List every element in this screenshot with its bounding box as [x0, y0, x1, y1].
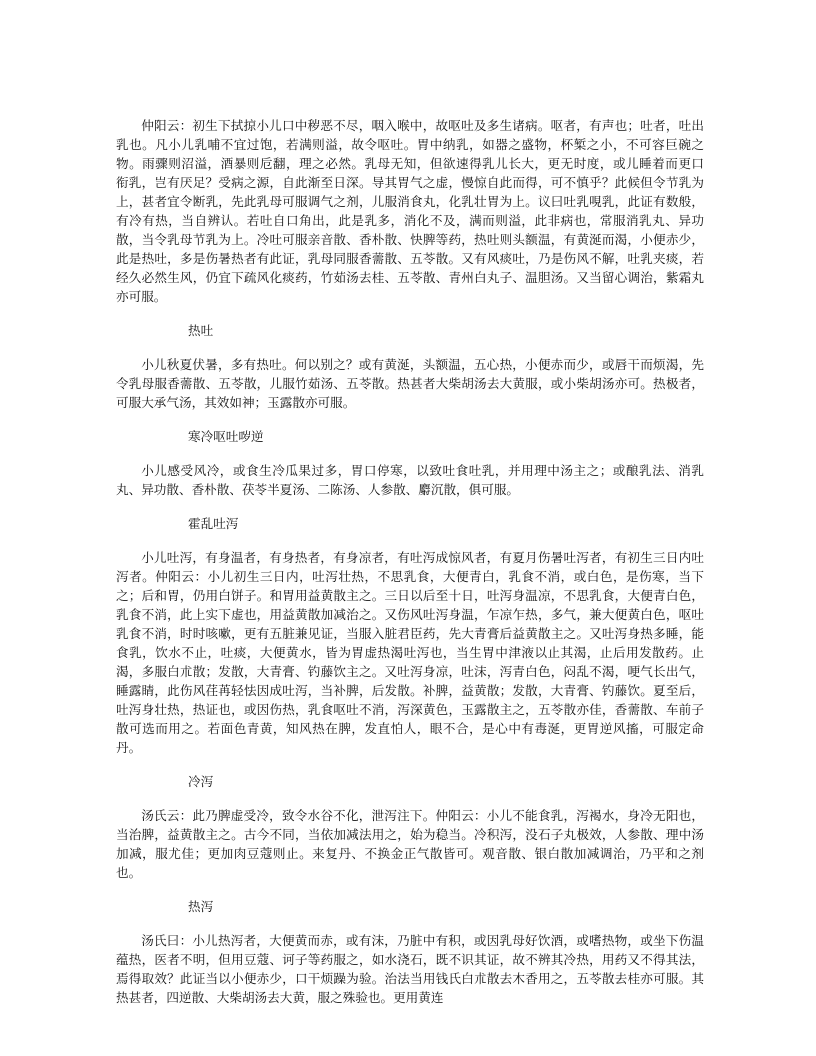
document-page	[116, 116, 717, 1022]
paragraph-cold-diarrhea: 汤氏云：此乃脾虚受冷，致令水谷不化，泄泻注下。仲阳云：小儿不能食乳，泻褐水，身冷无阳也，当治脾，益黄散主之。古今不同，当依加减法用之，始为稳当。冷积泻，没石子丸极效，人参散、理中汤加减，服尤佳；更加肉豆蔻则止。来复丹、不换金正气散皆可。观音散、银白散加减调治，乃平和之剂也。	[116, 808, 704, 880]
section-heading-cold-vomit: 寒冷呕吐哕逆	[188, 429, 264, 444]
paragraph-cold-vomit: 小儿感受风冷，或食生冷瓜果过多，胃口停寒，以致吐食吐乳，并用理中汤主之；或酿乳法、消乳丸、异功散、香朴散、茯苓半夏汤、二陈汤、人参散、麝沉散，俱可服。	[116, 463, 704, 497]
paragraph-cholera: 小儿吐泻，有身温者，有身热者，有身凉者，有吐泻成惊风者，有夏月伤暑吐泻者，有初生三日内吐泻者。仲阳云：小儿初生三日内，吐泻壮热，不思乳食，大便青白，乳食不消，或白色，是伤寒，当下之；后和胃，仍用白饼子。和胃用益黄散主之。三日以后至十日，吐泻身温凉，不思乳食，大便青白色，乳食不消，此上实下虚也，用益黄散加减治之。又伤风吐泻身温，乍凉乍热，多气，兼大便黄白色，呕吐乳食不消，时时咳嗽，更有五脏兼见证，当服入脏君臣药，先大青膏后益黄散主之。又吐泻身热多睡，能食乳，饮水不止，吐痰，大便黄水，皆为胃虚热渴吐泻也，当生胃中津液以止其渴，止后用发散药。止渴，多服白朮散；发散，大青膏、钓藤饮主之。又吐泻身凉，吐沫，泻青白色，闷乱不渴，哽气长出气，睡露睛，此伤风荏苒轻怯因成吐泻，当补脾，后发散。补脾，益黄散；发散，大青膏、钓藤饮。夏至后，吐泻身壮热，热证也，或因伤热，乳食呕吐不消，泻深黄色，玉露散主之，五苓散亦佳，香薷散、车前子散可选而用之。若面色青黄，知风热在脾，发直怕人，眼不合，是心中有毒涎，更胃逆风搐，可服定命丹。	[116, 550, 704, 755]
paragraph-hot-diarrhea: 汤氏曰：小儿热泻者，大便黄而赤，或有沫，乃脏中有积，或因乳母好饮酒，或嗜热物，或坐下伤温蕴热，医者不明，但用豆蔻、诃子等药服之，如水浇石，既不识其证，故不辨其冷热，用药又不得其法，焉得取效？此证当以小便赤少，口干烦躁为验。治法当用钱氏白朮散去木香用之，五苓散去桂亦可服。其热甚者，四逆散、大柴胡汤去大黄，服之殊验也。更用黄连	[116, 933, 704, 1005]
paragraph-hot-vomit: 小儿秋夏伏暑，多有热吐。何以别之？或有黄涎，头额温，五心热，小便赤而少，或唇干而烦渴，先令乳母服香薷散、五苓散，儿服竹茹汤、五苓散。热甚者大柴胡汤去大黄服，或小柴胡汤亦可。热极者，可服大承气汤，其效如神；玉露散亦可服。	[116, 357, 704, 410]
section-heading-hot-diarrhea: 热泻	[188, 899, 214, 914]
section-heading-cold-diarrhea: 冷泻	[188, 774, 214, 789]
section-heading-cholera: 霍乱吐泻	[188, 516, 239, 531]
paragraph-intro: 仲阳云：初生下拭掠小儿口中秽恶不尽，咽入喉中，故呕吐及多生诸病。呕者，有声也；吐者，吐出乳也。凡小儿乳哺不宜过饱，若满则溢，故令呕吐。胃中纳乳，如器之盛物，杯椠之小，不可容巨碗之物。雨骤则沼溢，酒暴则卮翻，理之必然。乳母无知，但欲速得乳儿长大，更无时度，或儿睡着而更口 衔乳，岂有厌足？受病之源，自此渐至日深。导其胃气之虚，慢惊自此而得，可不慎乎？此候但令节乳为上，甚者宜令断乳，先此乳母可服调气之剂，儿服消食丸，化乳壮胃为上。议曰吐乳哯乳，此证有数般，有冷有热，当自辨认。若吐自口角出，此是乳多，消化不及，满而则溢，此非病也，常服消乳丸、异功散，当令乳母节乳为上。冷吐可服亲音散、香朴散、快脾等药，热吐则头额温，有黄涎而渴，小便赤少，此是热吐，多是伤暑热者有此证，乳母同服香薷散、五苓散。又有风痰吐，乃是伤风不解，吐乳夹痰，若经久必然生风，仍宜下疏风化痰药，竹茹汤去桂、五苓散、青州白丸子、温胆汤。又当留心调治，紫霜丸亦可服。	[116, 118, 717, 304]
section-heading-hot-vomit: 热吐	[188, 323, 214, 338]
